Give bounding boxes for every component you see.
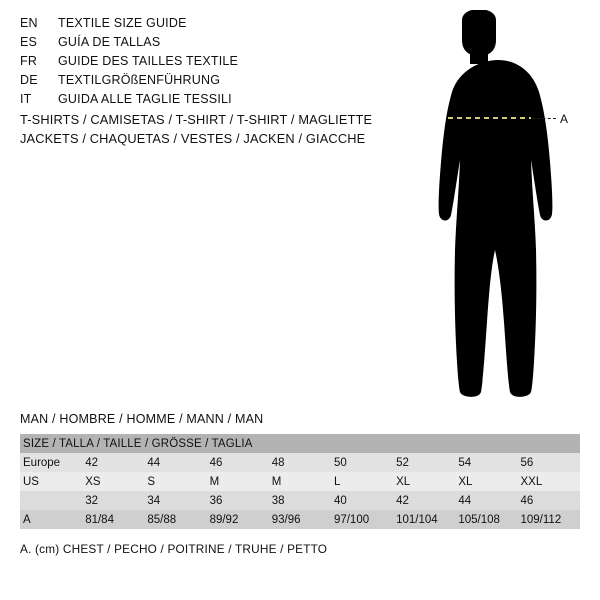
- table-cell: 48: [269, 453, 331, 472]
- size-table: [20, 434, 580, 529]
- language-title: GUIDE DES TAILLES TEXTILE: [58, 54, 239, 68]
- table-cell: M: [207, 472, 269, 491]
- table-header-row: [20, 434, 580, 453]
- table-cell: XL: [455, 472, 517, 491]
- table-cell: 85/88: [144, 510, 206, 529]
- language-row: [20, 92, 380, 111]
- language-row: [20, 73, 380, 92]
- table-cell: XXL: [518, 472, 581, 491]
- language-header-block: [20, 16, 380, 111]
- row-label: A: [20, 510, 82, 529]
- table-cell: S: [144, 472, 206, 491]
- table-cell: L: [331, 472, 393, 491]
- language-row: [20, 54, 380, 73]
- measure-marker-label: A: [560, 112, 569, 126]
- language-code: ES: [20, 35, 38, 49]
- garment-category-list: [20, 110, 400, 148]
- silhouette-icon: [400, 10, 600, 410]
- table-row: [20, 472, 580, 491]
- language-row: [20, 35, 380, 54]
- table-cell: 97/100: [331, 510, 393, 529]
- table-header-label: SIZE / TALLA / TAILLE / GRÖSSE / TAGLIA: [20, 434, 580, 453]
- language-title: TEXTILE SIZE GUIDE: [58, 16, 187, 30]
- table-cell: 46: [207, 453, 269, 472]
- table-cell: 40: [331, 491, 393, 510]
- language-title: TEXTILGRÖßENFÜHRUNG: [58, 73, 221, 87]
- language-code: FR: [20, 54, 38, 68]
- table-cell: 89/92: [207, 510, 269, 529]
- language-code: IT: [20, 92, 32, 106]
- table-cell: 44: [144, 453, 206, 472]
- measure-leader-line: [532, 118, 556, 119]
- table-cell: 42: [82, 453, 144, 472]
- table-cell: M: [269, 472, 331, 491]
- table-footnote: A. (cm) CHEST / PECHO / POITRINE / TRUHE / PETTO: [20, 542, 328, 556]
- table-cell: XS: [82, 472, 144, 491]
- language-title: GUÍA DE TALLAS: [58, 35, 161, 49]
- table-cell: 42: [393, 491, 455, 510]
- row-label: [20, 491, 82, 510]
- row-label: Europe: [20, 453, 82, 472]
- size-table-section: [20, 412, 580, 556]
- row-label: US: [20, 472, 82, 491]
- table-cell: 93/96: [269, 510, 331, 529]
- language-title: GUIDA ALLE TAGLIE TESSILI: [58, 92, 232, 106]
- table-cell: 50: [331, 453, 393, 472]
- table-cell: 46: [518, 491, 581, 510]
- table-cell: XL: [393, 472, 455, 491]
- table-cell: 54: [455, 453, 517, 472]
- category-tshirts: T-SHIRTS / CAMISETAS / T-SHIRT / T-SHIRT / MAGLIETTE: [20, 112, 373, 127]
- table-cell: 36: [207, 491, 269, 510]
- category-jackets: JACKETS / CHAQUETAS / VESTES / JACKEN / GIACCHE: [20, 131, 366, 146]
- table-row: [20, 510, 580, 529]
- table-row: [20, 491, 580, 510]
- language-row: [20, 16, 380, 35]
- table-cell: 34: [144, 491, 206, 510]
- table-cell: 56: [518, 453, 581, 472]
- table-cell: 32: [82, 491, 144, 510]
- table-cell: 52: [393, 453, 455, 472]
- male-silhouette-figure: [400, 10, 600, 410]
- table-cell: 44: [455, 491, 517, 510]
- table-cell: 101/104: [393, 510, 455, 529]
- table-cell: 105/108: [455, 510, 517, 529]
- language-code: DE: [20, 73, 38, 87]
- language-code: EN: [20, 16, 38, 30]
- table-cell: 109/112: [518, 510, 581, 529]
- table-cell: 81/84: [82, 510, 144, 529]
- table-cell: 38: [269, 491, 331, 510]
- table-title: MAN / HOMBRE / HOMME / MANN / MAN: [20, 412, 264, 426]
- table-row: [20, 453, 580, 472]
